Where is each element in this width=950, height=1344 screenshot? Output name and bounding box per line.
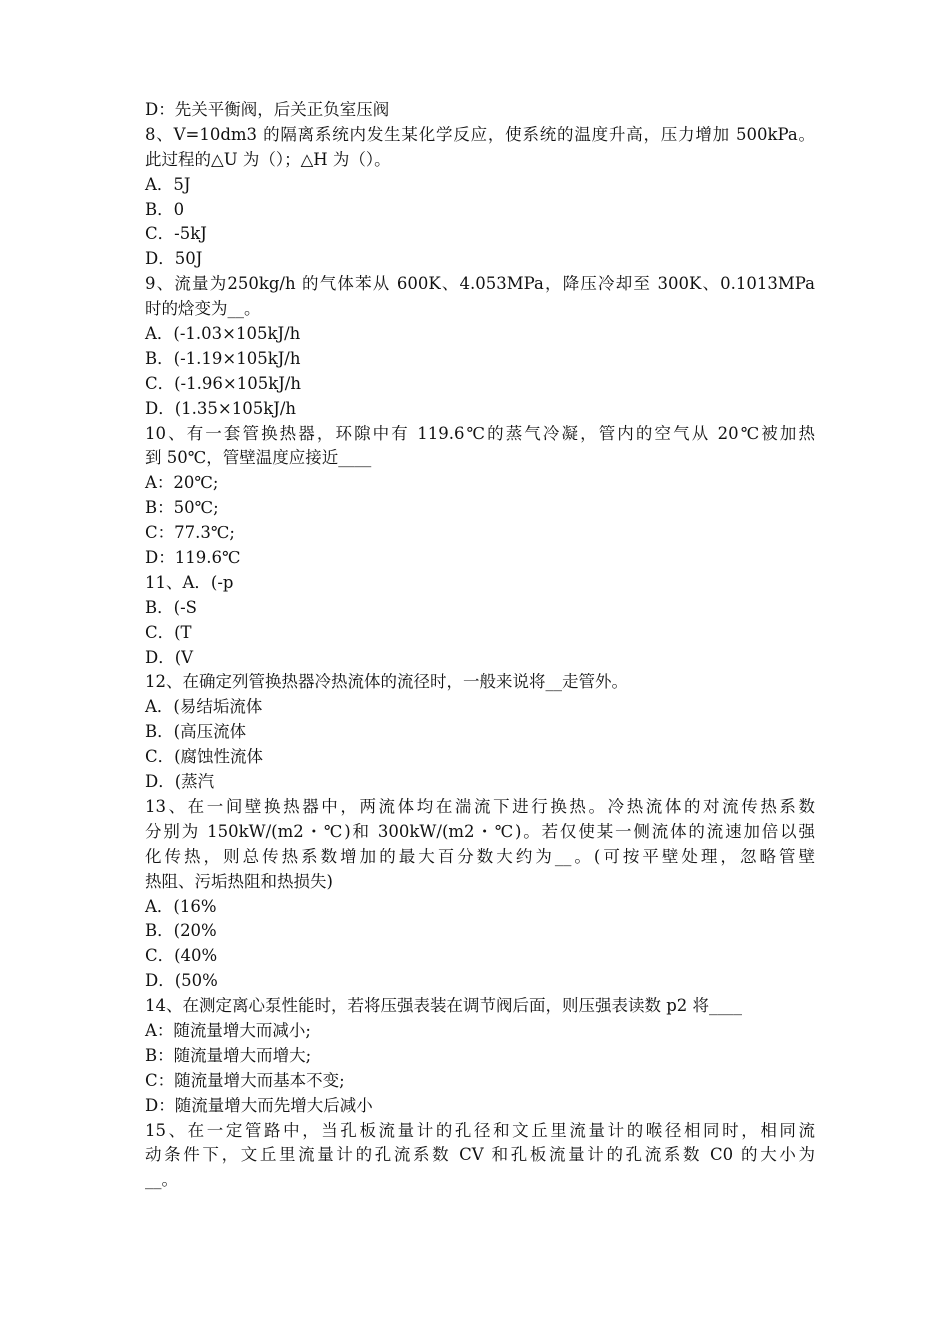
option-line: C．(40% <box>145 946 218 966</box>
document-page <box>145 98 815 1193</box>
option-line: B．(-1.19×105kJ/h <box>145 348 301 368</box>
question-line: 此过程的△U 为（）；△H 为（）。 <box>145 149 391 169</box>
option-line: D．(V <box>145 647 194 667</box>
option-line: A．5J <box>145 174 191 194</box>
option-line: C．(T <box>145 622 192 642</box>
option-line: D：119.6℃ <box>145 548 241 568</box>
option-line: C：77.3℃; <box>145 523 235 543</box>
option-line: D．(蒸汽 <box>145 772 215 792</box>
option-line: B．0 <box>145 199 185 219</box>
option-line: D：先关平衡阀，后关正负室压阀 <box>145 100 390 119</box>
question-line: 热阻、污垢热阻和热损失) <box>145 871 333 891</box>
option-line: A．(易结垢流体 <box>145 697 263 717</box>
option-line: C．(腐蚀性流体 <box>145 747 264 767</box>
option-line: C：随流量增大而基本不变; <box>145 1070 345 1090</box>
option-line: B：50℃; <box>145 498 219 518</box>
option-line: C．-5kJ <box>145 224 207 244</box>
option-line: D：随流量增大而先增大后减小 <box>145 1095 373 1115</box>
question-line: 14、在测定离心泵性能时，若将压强表装在调节阀后面，则压强表读数 p2 将____ <box>145 996 743 1016</box>
question-line: 13、在一间壁换热器中，两流体均在湍流下进行换热。冷热流体的对流传热系数 <box>145 796 815 816</box>
option-line: A．(16% <box>145 896 217 916</box>
question-line: 12、在确定列管换热器冷热流体的流径时，一般来说将__走管外。 <box>145 672 628 692</box>
question-line: __。 <box>145 1170 178 1190</box>
option-line: A：随流量增大而减小; <box>145 1020 311 1040</box>
question-line: 时的焓变为__。 <box>145 299 261 319</box>
question-line: 到 50℃，管壁温度应接近____ <box>145 448 372 468</box>
option-line: A．(-1.03×105kJ/h <box>145 324 301 344</box>
question-line: 10、有一套管换热器，环隙中有 119.6℃的蒸气冷凝，管内的空气从 20℃被加热 <box>145 423 815 443</box>
option-line: D．(1.35×105kJ/h <box>145 398 297 418</box>
option-line: B．(高压流体 <box>145 722 247 742</box>
option-line: C．(-1.96×105kJ/h <box>145 373 301 393</box>
question-line: 8、V=10dm3 的隔离系统内发生某化学反应，使系统的温度升高，压力增加 500kPa。 <box>145 124 815 144</box>
option-line: B．(20% <box>145 921 217 941</box>
question-line: 动条件下，文丘里流量计的孔流系数 CV 和孔板流量计的孔流系数 C0 的大小为 <box>145 1145 815 1165</box>
option-line: A：20℃; <box>145 473 219 493</box>
question-line: 11、A．(-p <box>145 572 234 592</box>
option-line: B：随流量增大而增大; <box>145 1045 312 1065</box>
option-line: B．(-S <box>145 597 197 617</box>
option-line: D．(50% <box>145 971 218 991</box>
question-line: 分别为 150kW/(m2・℃)和 300kW/(m2・℃)。若仅使某一侧流体的流速加倍以强 <box>145 821 815 841</box>
option-line: D．50J <box>145 249 203 269</box>
question-line: 化传热，则总传热系数增加的最大百分数大约为__。(可按平壁处理，忽略管壁 <box>145 846 815 866</box>
question-line: 15、在一定管路中，当孔板流量计的孔径和文丘里流量计的喉径相同时，相同流 <box>145 1120 815 1140</box>
question-line: 9、流量为250kg/h 的气体苯从 600K、4.053MPa，降压冷却至 300K、0.1013MPa <box>145 274 815 294</box>
